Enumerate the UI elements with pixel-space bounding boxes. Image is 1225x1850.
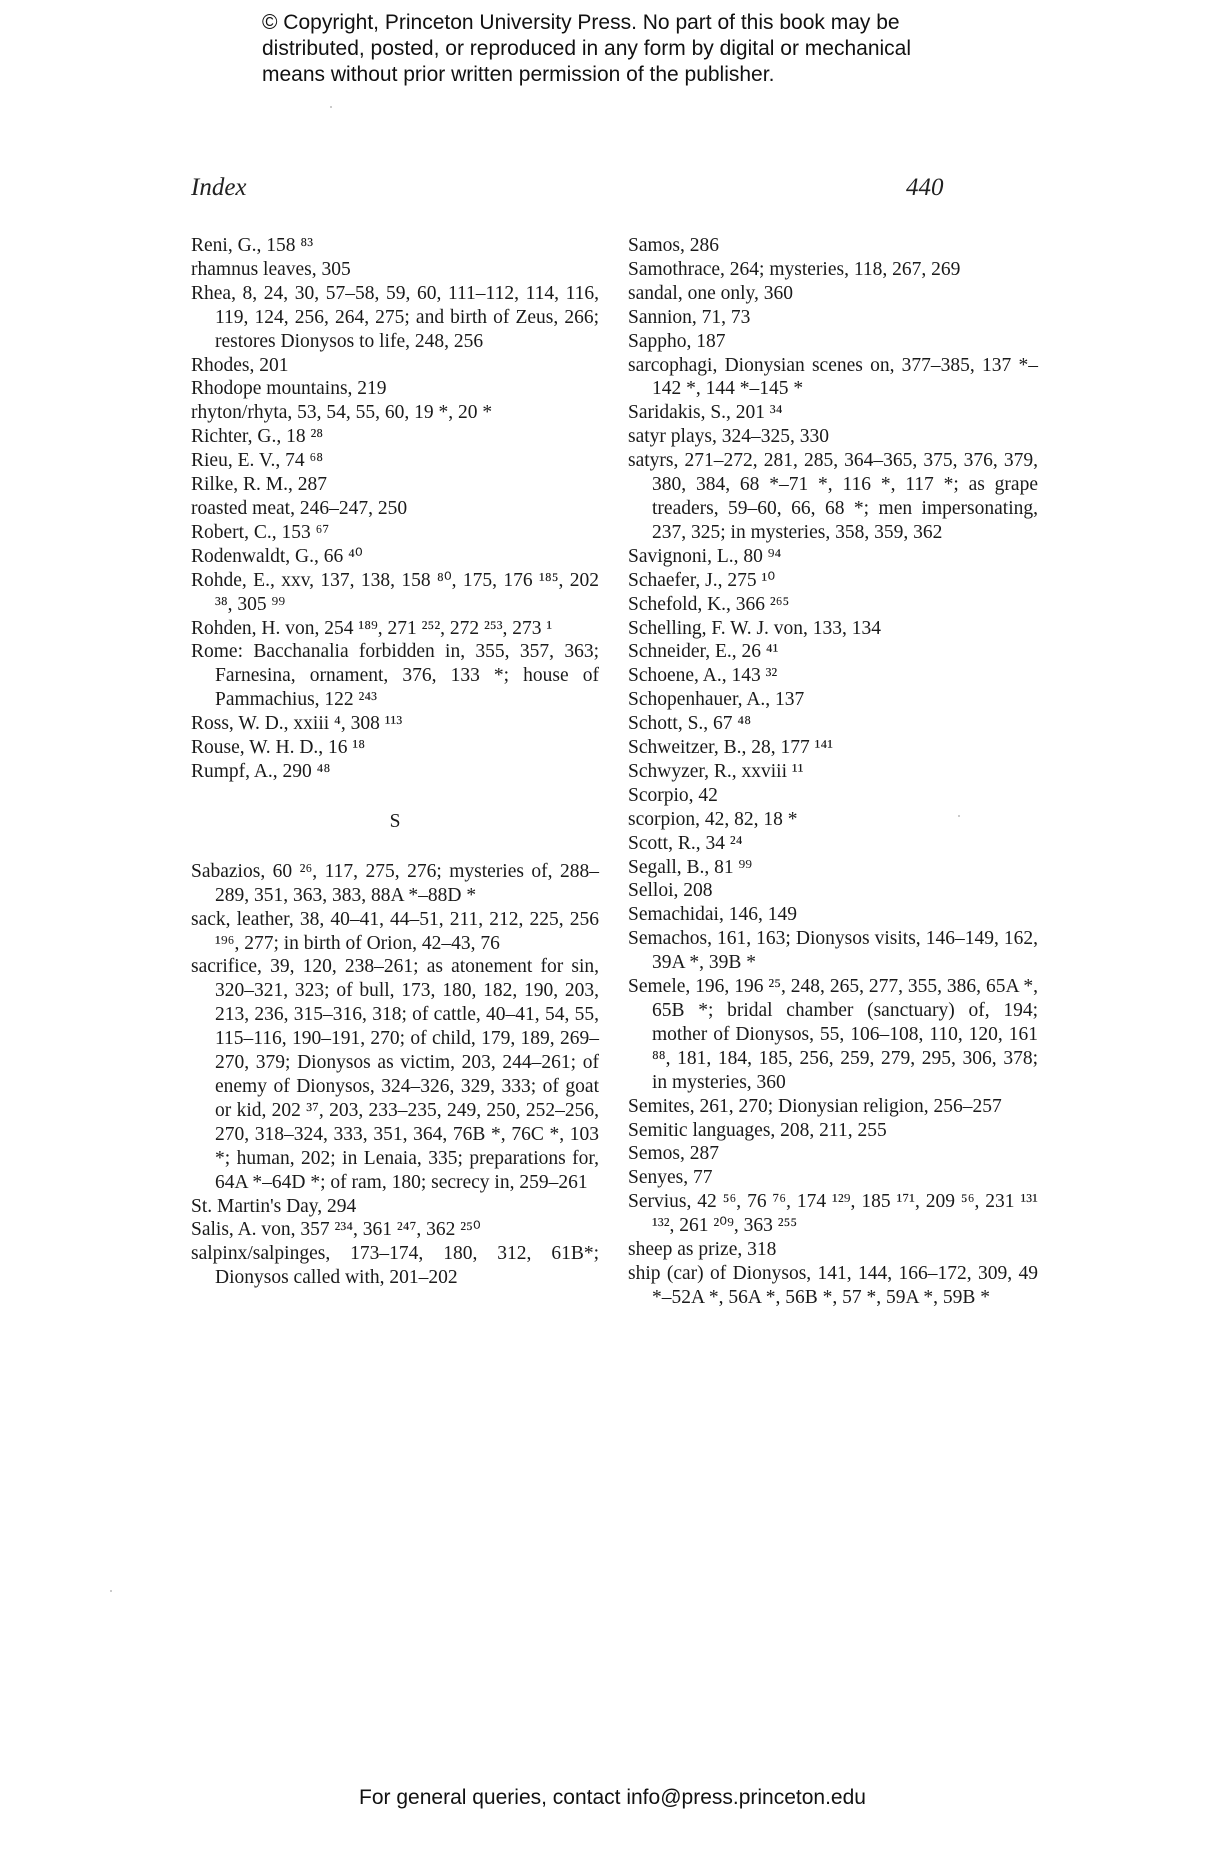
index-entry: Segall, B., 81 ⁹⁹ xyxy=(628,856,753,878)
page-number: 440 xyxy=(906,174,944,201)
index-entry: rhyton/rhyta, 53, 54, 55, 60, 19 *, 20 * xyxy=(191,402,493,424)
index-entry: Salis, A. von, 357 ²³⁴, 361 ²⁴⁷, 362 ²⁵⁰ xyxy=(191,1219,481,1241)
index-entry: Rouse, W. H. D., 16 ¹⁸ xyxy=(191,737,366,759)
index-entry: Scott, R., 34 ²⁴ xyxy=(628,832,743,854)
index-entry: ship (car) of Dionysos, 141, 144, 166–172, 309, 49 *–52A *, 56A *, 56B *, 57 *, 59A *, 59B * xyxy=(628,1262,1038,1308)
index-entry: Rilke, R. M., 287 xyxy=(191,474,327,496)
index-entry: Servius, 42 ⁵⁶, 76 ⁷⁶, 174 ¹²⁹, 185 ¹⁷¹, 209 ⁵⁶, 231 ¹³¹ ¹³², 261 ²⁰⁹, 363 ²⁵⁵ xyxy=(628,1191,1038,1237)
index-entry: Scorpio, 42 xyxy=(628,784,718,806)
index-entry: Reni, G., 158 ⁸³ xyxy=(191,235,314,256)
index-entries-s-continued xyxy=(628,234,1038,1310)
index-entry: Rumpf, A., 290 ⁴⁸ xyxy=(191,760,331,782)
index-entry: Rhodes, 201 xyxy=(191,354,289,376)
index-entry: Samothrace, 264; mysteries, 118, 267, 269 xyxy=(628,258,961,280)
index-entry: sarcophagi, Dionysian scenes on, 377–385, 137 *–142 *, 144 *–145 * xyxy=(628,354,1038,400)
index-entry: Rodenwaldt, G., 66 ⁴⁰ xyxy=(191,545,363,567)
index-entry: Ross, W. D., xxiii ⁴, 308 ¹¹³ xyxy=(191,713,403,735)
footer-contact: For general queries, contact info@press.princeton.edu xyxy=(359,1786,866,1809)
index-entry: Semos, 287 xyxy=(628,1143,720,1165)
index-entry: Schwyzer, R., xxviii ¹¹ xyxy=(628,760,804,782)
copyright-line: © Copyright, Princeton University Press. No part of this book may be xyxy=(262,11,900,34)
index-column-right xyxy=(628,234,1038,1310)
index-entries-s xyxy=(191,860,599,1290)
index-entry: Sannion, 71, 73 xyxy=(628,306,751,328)
index-entry: Schoene, A., 143 ³² xyxy=(628,665,778,687)
index-entry: Rohde, E., xxv, 137, 138, 158 ⁸⁰, 175, 176 ¹⁸⁵, 202 ³⁸, 305 ⁹⁹ xyxy=(191,569,599,615)
index-entry: Rohden, H. von, 254 ¹⁸⁹, 271 ²⁵², 272 ²⁵³, 273 ¹ xyxy=(191,617,553,639)
index-entry: Selloi, 208 xyxy=(628,880,713,902)
copyright-notice xyxy=(262,10,982,88)
index-entry: rhamnus leaves, 305 xyxy=(191,258,351,280)
index-entry: Rome: Bacchanalia forbidden in, 355, 357, 363; Farnesina, ornament, 376, 133 *; house of Pammachius, 122 ²⁴³ xyxy=(191,641,599,711)
index-entry: Semele, 196, 196 ²⁵, 248, 265, 277, 355, 386, 65A *, 65B *; bridal chamber (sanctuary) of, 194; mother of Dionysos, 55, 106–108, 110, 120, 161 ⁸⁸, 181, 184, 185, 256, 259, 279, 295, 306, 378; in mysteries, 360 xyxy=(628,976,1038,1093)
index-entry: roasted meat, 246–247, 250 xyxy=(191,497,408,519)
letter-heading-s: S xyxy=(389,810,401,832)
running-head-title: Index xyxy=(191,174,247,201)
copyright-line: means without prior written permission of the publisher. xyxy=(262,63,775,86)
index-entry: Rhodope mountains, 219 xyxy=(191,378,387,400)
index-entry: Schefold, K., 366 ²⁶⁵ xyxy=(628,593,790,615)
index-entry: Schneider, E., 26 ⁴¹ xyxy=(628,641,779,663)
index-entry: Richter, G., 18 ²⁸ xyxy=(191,426,324,448)
copyright-line: distributed, posted, or reproduced in any form by digital or mechanical xyxy=(262,37,912,60)
index-entries-r xyxy=(191,234,599,784)
index-entry: salpinx/salpinges, 173–174, 180, 312, 61B*; Dionysos called with, 201–202 xyxy=(191,1243,599,1289)
index-entry: Schopenhauer, A., 137 xyxy=(628,689,805,711)
index-entry: Rhea, 8, 24, 30, 57–58, 59, 60, 111–112, 114, 116, 119, 124, 256, 264, 275; and birth of Zeus, 266; restores Dionysos to life, 248, 256 xyxy=(191,282,599,352)
index-entry: Schweitzer, B., 28, 177 ¹⁴¹ xyxy=(628,737,834,759)
index-entry: Schelling, F. W. J. von, 133, 134 xyxy=(628,617,882,639)
index-entry: sacrifice, 39, 120, 238–261; as atonement for sin, 320–321, 323; of bull, 173, 180, 182, 190, 203, 213, 236, 315–316, 318; of cattle, 40–41, 54, 55, 115–116, 190–191, 270; of child, 179, 189, 269–270, 379; Dionysos as victim, 203, 244–261; of enemy of Dionysos, 324–326, 329, 333; of goat or kid, 202 ³⁷, 203, 233–235, 249, 250, 252–256, 270, 318–324, 333, 351, 364, 76B *, 76C *, 103 *; human, 202; in Lenaia, 335; preparations for, 64A *–64D *; of ram, 180; secrecy in, 259–261 xyxy=(191,956,599,1193)
index-entry: Semachos, 161, 163; Dionysos visits, 146–149, 162, 39A *, 39B * xyxy=(628,928,1038,974)
index-entry: satyrs, 271–272, 281, 285, 364–365, 375, 376, 379, 380, 384, 68 *–71 *, 116 *, 117 *; as grape treaders, 59–60, 66, 68 *; men impersonating, 237, 325; in mysteries, 358, 359, 362 xyxy=(628,450,1038,543)
index-entry: Sappho, 187 xyxy=(628,330,726,352)
index-entry: Rieu, E. V., 74 ⁶⁸ xyxy=(191,450,324,472)
index-entry: Semachidai, 146, 149 xyxy=(628,904,797,926)
index-entry: Samos, 286 xyxy=(628,235,720,256)
index-entry: Semitic languages, 208, 211, 255 xyxy=(628,1119,887,1141)
index-entry: St. Martin's Day, 294 xyxy=(191,1195,357,1217)
index-entry: sack, leather, 38, 40–41, 44–51, 211, 212, 225, 256 ¹⁹⁶, 277; in birth of Orion, 42–43, 76 xyxy=(191,908,599,954)
index-column-left xyxy=(191,234,599,1290)
index-entry: Savignoni, L., 80 ⁹⁴ xyxy=(628,545,782,567)
index-entry: Schott, S., 67 ⁴⁸ xyxy=(628,713,752,735)
scan-speck xyxy=(110,1590,112,1592)
index-entry: satyr plays, 324–325, 330 xyxy=(628,426,829,448)
scan-speck xyxy=(330,106,332,108)
index-entry: scorpion, 42, 82, 18 * xyxy=(628,808,798,830)
index-entry: Schaefer, J., 275 ¹⁰ xyxy=(628,569,776,591)
index-entry: Senyes, 77 xyxy=(628,1167,713,1189)
index-entry: Sabazios, 60 ²⁶, 117, 275, 276; mysteries of, 288–289, 351, 363, 383, 88A *–88D * xyxy=(191,860,599,906)
index-entry: Semites, 261, 270; Dionysian religion, 256–257 xyxy=(628,1095,1002,1117)
index-entry: Robert, C., 153 ⁶⁷ xyxy=(191,521,330,543)
index-entry: Saridakis, S., 201 ³⁴ xyxy=(628,402,783,424)
index-entry: sheep as prize, 318 xyxy=(628,1239,777,1261)
index-entry: sandal, one only, 360 xyxy=(628,282,793,304)
